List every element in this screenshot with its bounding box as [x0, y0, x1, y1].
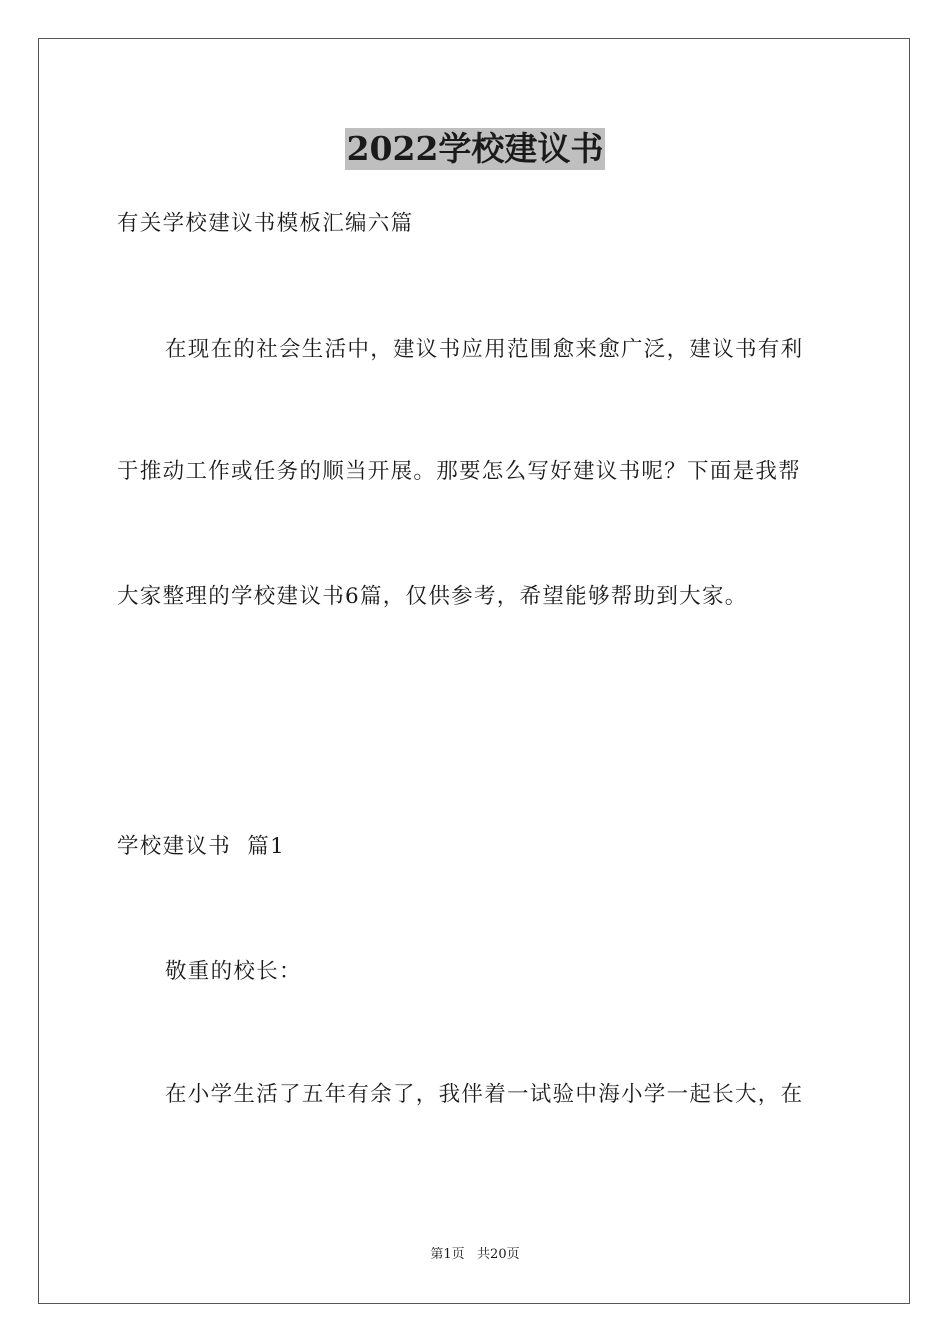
intro-line-3: 大家整理的学校建议书6篇，仅供参考，希望能够帮助到大家。: [117, 584, 748, 609]
body-line-1: 在小学生活了五年有余了，我伴着一试验中海小学一起长大，在: [165, 1082, 804, 1107]
section-heading: 学校建议书 篇1: [117, 834, 286, 859]
salutation: 敬重的校长：: [165, 959, 302, 984]
page-footer: 第1页 共20页: [430, 1247, 520, 1262]
intro-line-1: 在现在的社会生活中，建议书应用范围愈来愈广泛，建议书有利: [165, 337, 804, 362]
intro-line-2: 于推动工作或任务的顺当开展。那要怎么写好建议书呢？下面是我帮: [117, 459, 802, 484]
title-container: [0, 128, 950, 170]
document-subtitle: 有关学校建议书模板汇编六篇: [117, 211, 414, 236]
document-title: 2022学校建议书: [346, 129, 604, 168]
